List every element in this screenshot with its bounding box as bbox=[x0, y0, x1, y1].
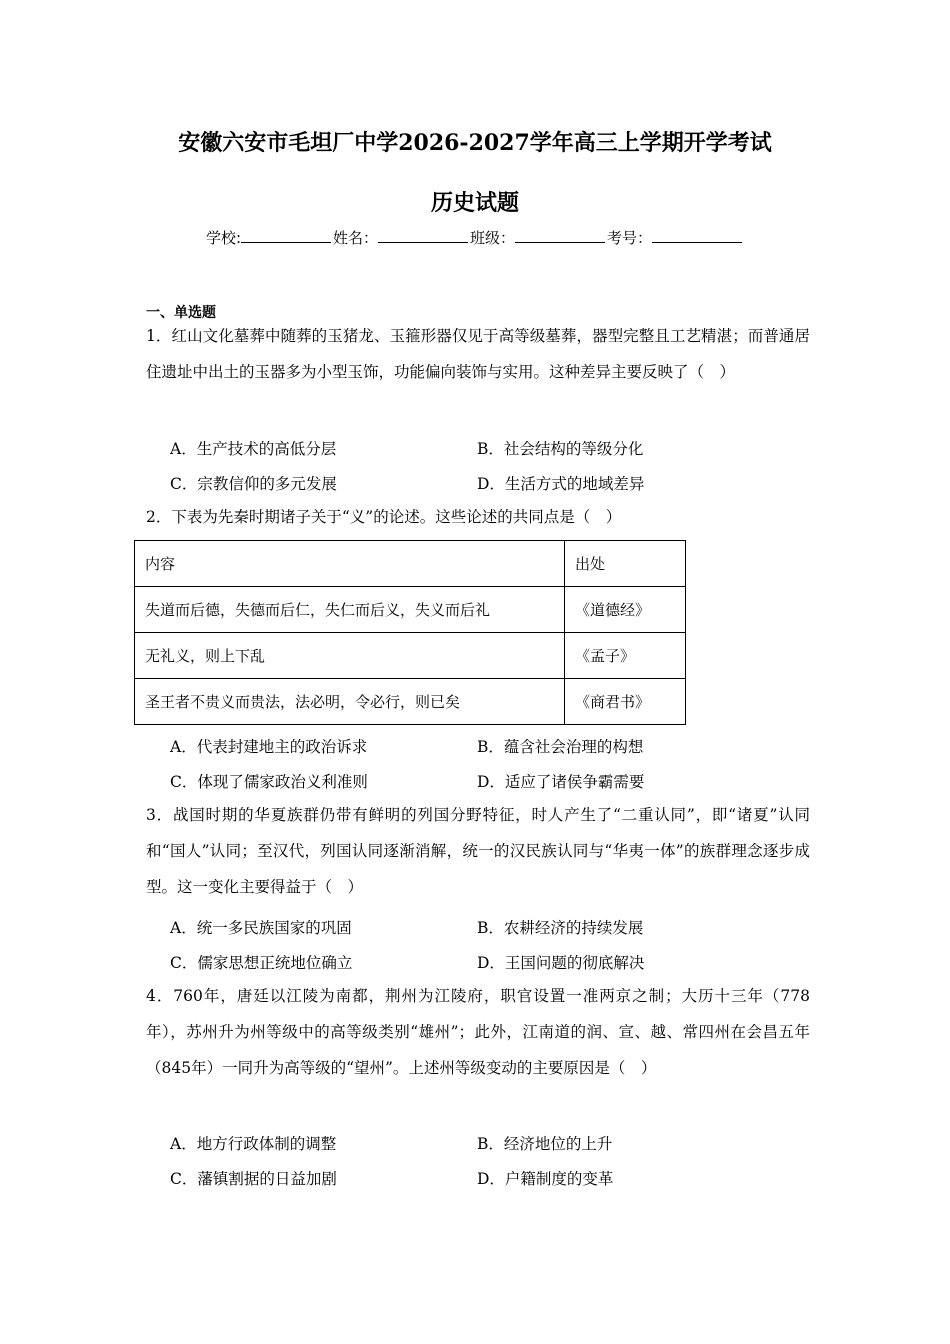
exam-subject-title: 历史试题 bbox=[430, 190, 519, 216]
question-3-option-a: A．统一多民族国家的巩固 bbox=[170, 919, 352, 937]
question-3-stem: 3．战国时期的华夏族群仍带有鲜明的列国分野特征，时人产生了“二重认同”，即“诸夏”认同和“国人”认同；至汉代，列国认同逐渐消解，统一的汉民族认同与“华夷一体”的族群理念逐步成型。这一变化主要得益于（ ） bbox=[146, 806, 810, 896]
question-1-stem: 1．红山文化墓葬中随葬的玉猪龙、玉箍形器仅见于高等级墓葬，器型完整且工艺精湛；而普通居住遗址中出土的玉器多为小型玉饰，功能偏向装饰与实用。这种差异主要反映了（ ） bbox=[146, 327, 810, 381]
question-1-option-a: A．生产技术的高低分层 bbox=[170, 440, 337, 458]
table-row bbox=[135, 587, 686, 633]
question-2-stem: 2．下表为先秦时期诸子关于“义”的论述。这些论述的共同点是（ ） bbox=[146, 508, 622, 526]
table-header-content: 内容 bbox=[135, 541, 565, 587]
exam-title: 安徽六安市毛坦厂中学2026-2027学年高三上学期开学考试 bbox=[178, 130, 772, 156]
table-cell-content: 无礼义，则上下乱 bbox=[135, 633, 565, 679]
student-info-line bbox=[0, 227, 950, 248]
school-blank bbox=[241, 228, 331, 243]
table-cell-source: 《孟子》 bbox=[565, 633, 686, 679]
question-3-option-b: B．农耕经济的持续发展 bbox=[477, 919, 644, 937]
class-blank bbox=[515, 228, 605, 243]
question-2-table bbox=[134, 540, 686, 725]
question-1-option-c: C．宗教信仰的多元发展 bbox=[170, 475, 337, 493]
school-label: 学校: bbox=[205, 229, 241, 247]
question-4-option-d: D．户籍制度的变革 bbox=[477, 1170, 614, 1188]
question-4-option-c: C．藩镇割据的日益加剧 bbox=[170, 1170, 337, 1188]
table-row bbox=[135, 679, 686, 725]
question-2-option-b: B．蕴含社会治理的构想 bbox=[477, 738, 644, 756]
table-header-row bbox=[135, 541, 686, 587]
question-3-option-c: C．儒家思想正统地位确立 bbox=[170, 954, 353, 972]
question-2-option-a: A．代表封建地主的政治诉求 bbox=[170, 738, 368, 756]
class-label: 班级： bbox=[470, 229, 516, 247]
exam-number-blank bbox=[652, 228, 742, 243]
question-2-option-d: D．适应了诸侯争霸需要 bbox=[477, 773, 645, 791]
question-1-option-d: D．生活方式的地域差异 bbox=[477, 475, 645, 493]
table-cell-content: 圣王者不贵义而贵法，法必明，令必行，则已矣 bbox=[135, 679, 565, 725]
question-4-option-a: A．地方行政体制的调整 bbox=[170, 1135, 337, 1153]
question-2-option-c: C．体现了儒家政治义利准则 bbox=[170, 773, 368, 791]
name-blank bbox=[378, 228, 468, 243]
name-label: 姓名： bbox=[333, 229, 379, 247]
exam-number-label: 考号： bbox=[607, 229, 653, 247]
question-3-option-d: D．王国问题的彻底解决 bbox=[477, 954, 645, 972]
table-header-source: 出处 bbox=[565, 541, 686, 587]
question-4-option-b: B．经济地位的上升 bbox=[477, 1135, 613, 1153]
table-row bbox=[135, 633, 686, 679]
table-cell-content: 失道而后德，失德而后仁，失仁而后义，失义而后礼 bbox=[135, 587, 565, 633]
table-cell-source: 《商君书》 bbox=[565, 679, 686, 725]
section-heading: 一、单选题 bbox=[146, 305, 216, 321]
question-4-stem: 4．760年，唐廷以江陵为南都，荆州为江陵府，职官设置一准两京之制；大历十三年（778年），苏州升为州等级中的高等级类别“雄州”；此外，江南道的润、宣、越、常四州在会昌五年（845年）一同升为高等级的“望州”。上述州等级变动的主要原因是（ ） bbox=[146, 987, 810, 1077]
question-1-option-b: B．社会结构的等级分化 bbox=[477, 440, 644, 458]
table-cell-source: 《道德经》 bbox=[565, 587, 686, 633]
